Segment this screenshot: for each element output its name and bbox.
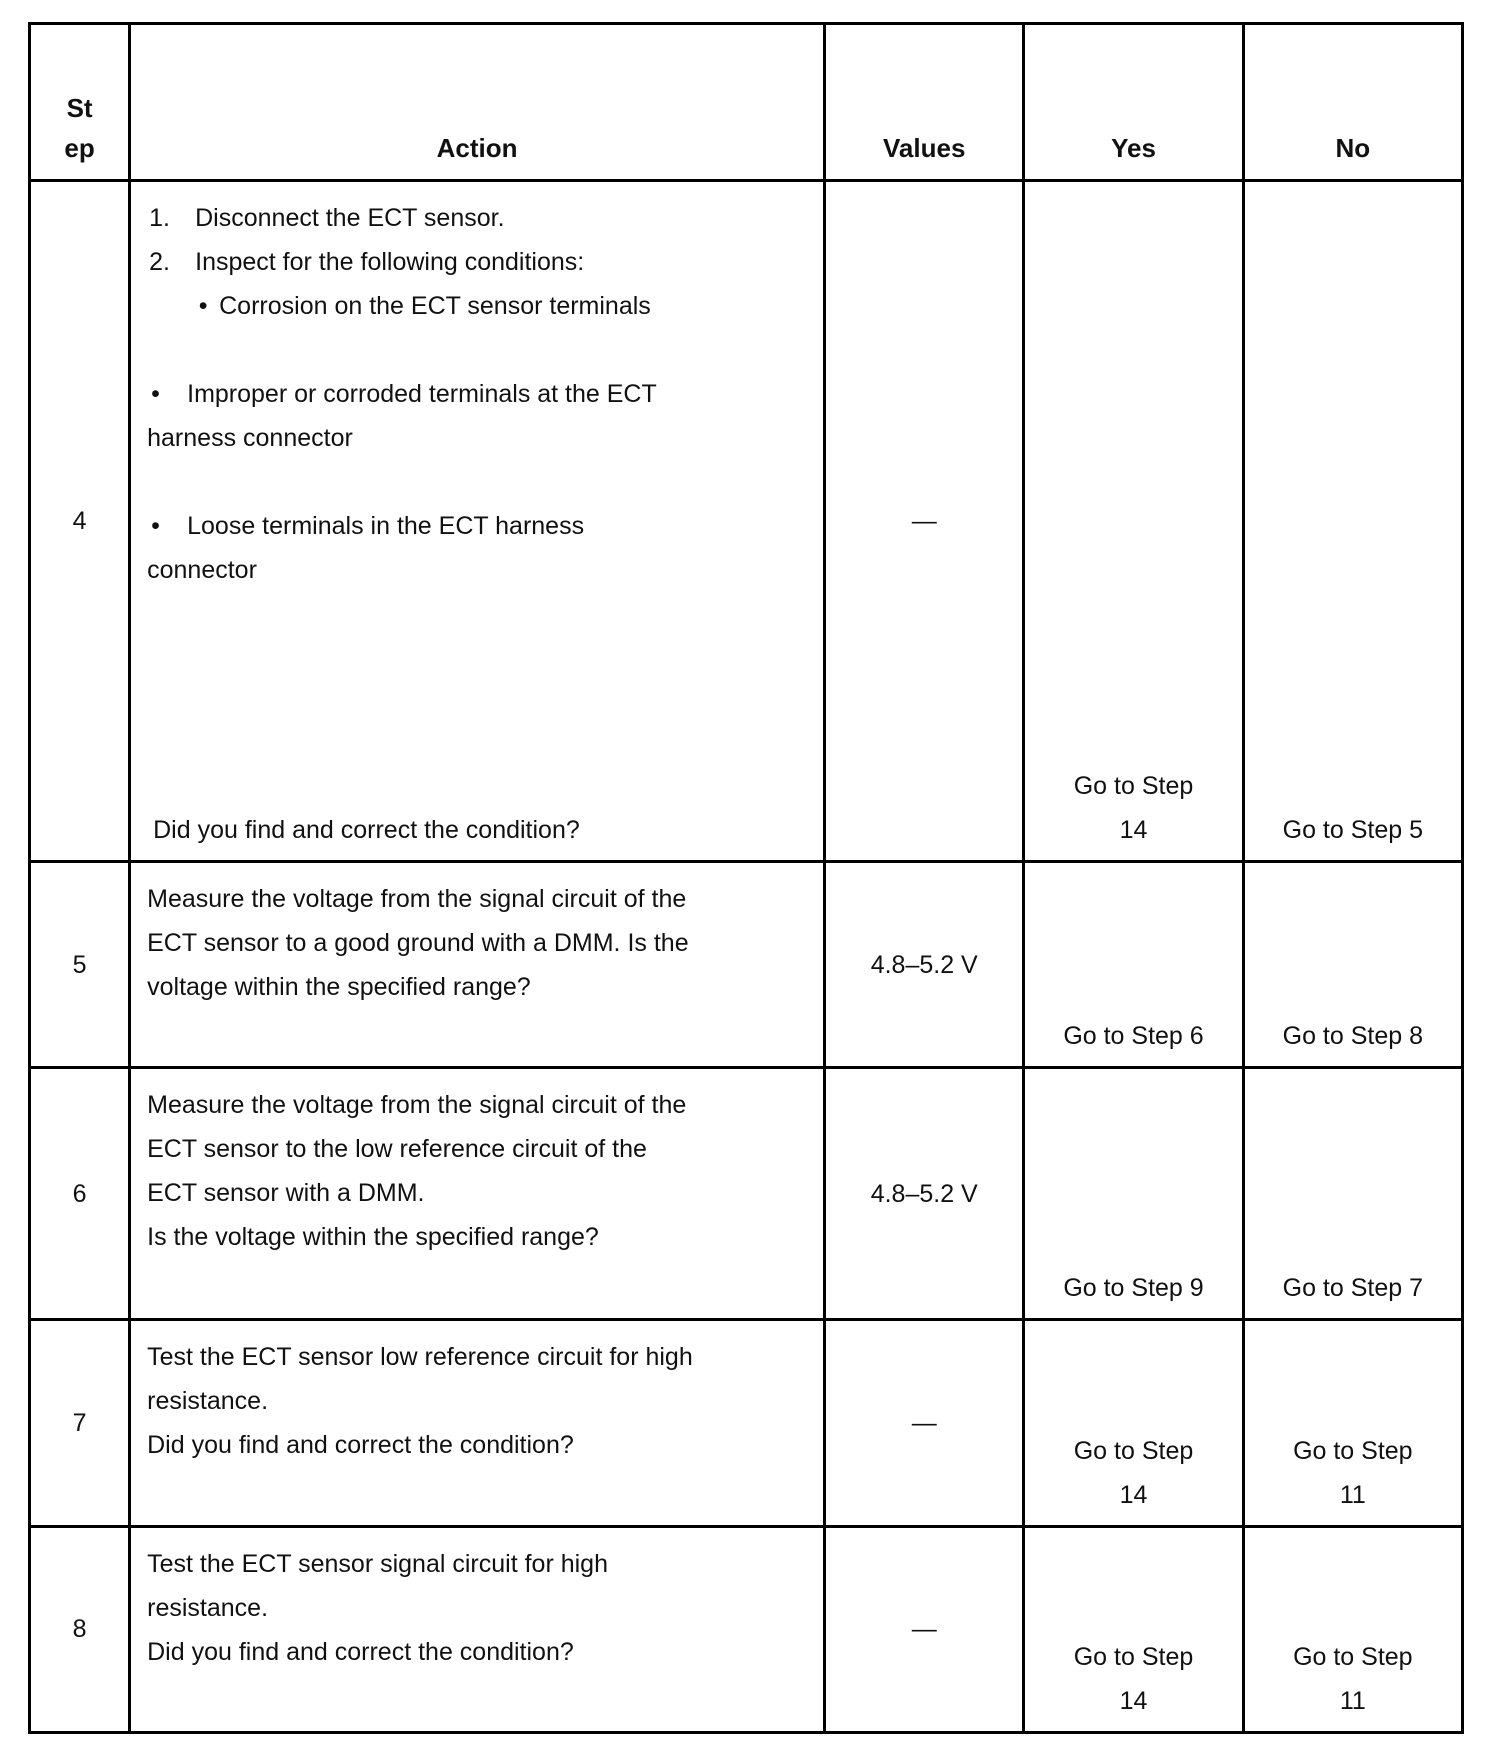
yes-cell: Go to Step 6 — [1024, 861, 1243, 1067]
action-bullet: • Loose terminals in the ECT harness connector — [147, 504, 809, 592]
no-cell: Go to Step 7 — [1243, 1068, 1462, 1320]
table-row-step-6 — [30, 1068, 1463, 1320]
action-cell: Test the ECT sensor signal circuit for high resistance. Did you find and correct the condition? — [130, 1526, 825, 1732]
no-cell: Go to Step 8 — [1243, 861, 1462, 1067]
table-row-step-5 — [30, 861, 1463, 1067]
value-cell: — — [825, 1526, 1024, 1732]
diagnostic-table — [28, 22, 1464, 1734]
bullet-icon: • — [151, 512, 160, 540]
no-cell: Go to Step 5 — [1243, 181, 1462, 862]
table-row-step-8 — [30, 1526, 1463, 1732]
header-no: No — [1243, 24, 1462, 181]
header-action: Action — [130, 24, 825, 181]
yes-cell: Go to Step 9 — [1024, 1068, 1243, 1320]
action-list-item: 2. Inspect for the following conditions: — [149, 248, 585, 276]
action-cell: Measure the voltage from the signal circuit of the ECT sensor to the low reference circuit of the ECT sensor with a DMM. Is the voltage within the specified range? — [130, 1068, 825, 1320]
header-values: Values — [825, 24, 1024, 181]
header-step — [30, 24, 130, 181]
action-cell — [130, 181, 825, 862]
yes-cell: Go to Step 14 — [1024, 1526, 1243, 1732]
action-list-item: 1. Disconnect the ECT sensor. — [149, 204, 505, 232]
header-step-line2: ep — [64, 133, 95, 163]
action-question: Did you find and correct the condition? — [153, 815, 580, 844]
table-row-step-4 — [30, 181, 1463, 862]
bullet-icon: • — [198, 292, 208, 320]
action-cell: Test the ECT sensor low reference circuit for high resistance. Did you find and correct the condition? — [130, 1320, 825, 1526]
step-number: 8 — [30, 1526, 130, 1732]
header-row — [30, 24, 1463, 181]
value-cell: — — [825, 181, 1024, 862]
step-number: 7 — [30, 1320, 130, 1526]
yes-cell: Go to Step 14 — [1024, 181, 1243, 862]
header-step-line1: St — [66, 93, 93, 123]
value-cell: 4.8–5.2 V — [825, 861, 1024, 1067]
action-bullet: • Improper or corroded terminals at the ECT harness connector — [147, 372, 809, 460]
header-yes: Yes — [1024, 24, 1243, 181]
step-number: 4 — [30, 181, 130, 862]
value-cell: — — [825, 1320, 1024, 1526]
step-number: 6 — [30, 1068, 130, 1320]
action-cell: Measure the voltage from the signal circuit of the ECT sensor to a good ground with a DMM. Is the voltage within the specified range? — [130, 861, 825, 1067]
action-sub-bullet: • Corrosion on the ECT sensor terminals — [147, 284, 809, 328]
table-row-step-7 — [30, 1320, 1463, 1526]
step-number: 5 — [30, 861, 130, 1067]
yes-cell: Go to Step 14 — [1024, 1320, 1243, 1526]
diagnostic-table-container — [28, 22, 1464, 1734]
no-cell: Go to Step 11 — [1243, 1320, 1462, 1526]
no-cell: Go to Step 11 — [1243, 1526, 1462, 1732]
bullet-icon: • — [151, 380, 160, 408]
value-cell: 4.8–5.2 V — [825, 1068, 1024, 1320]
